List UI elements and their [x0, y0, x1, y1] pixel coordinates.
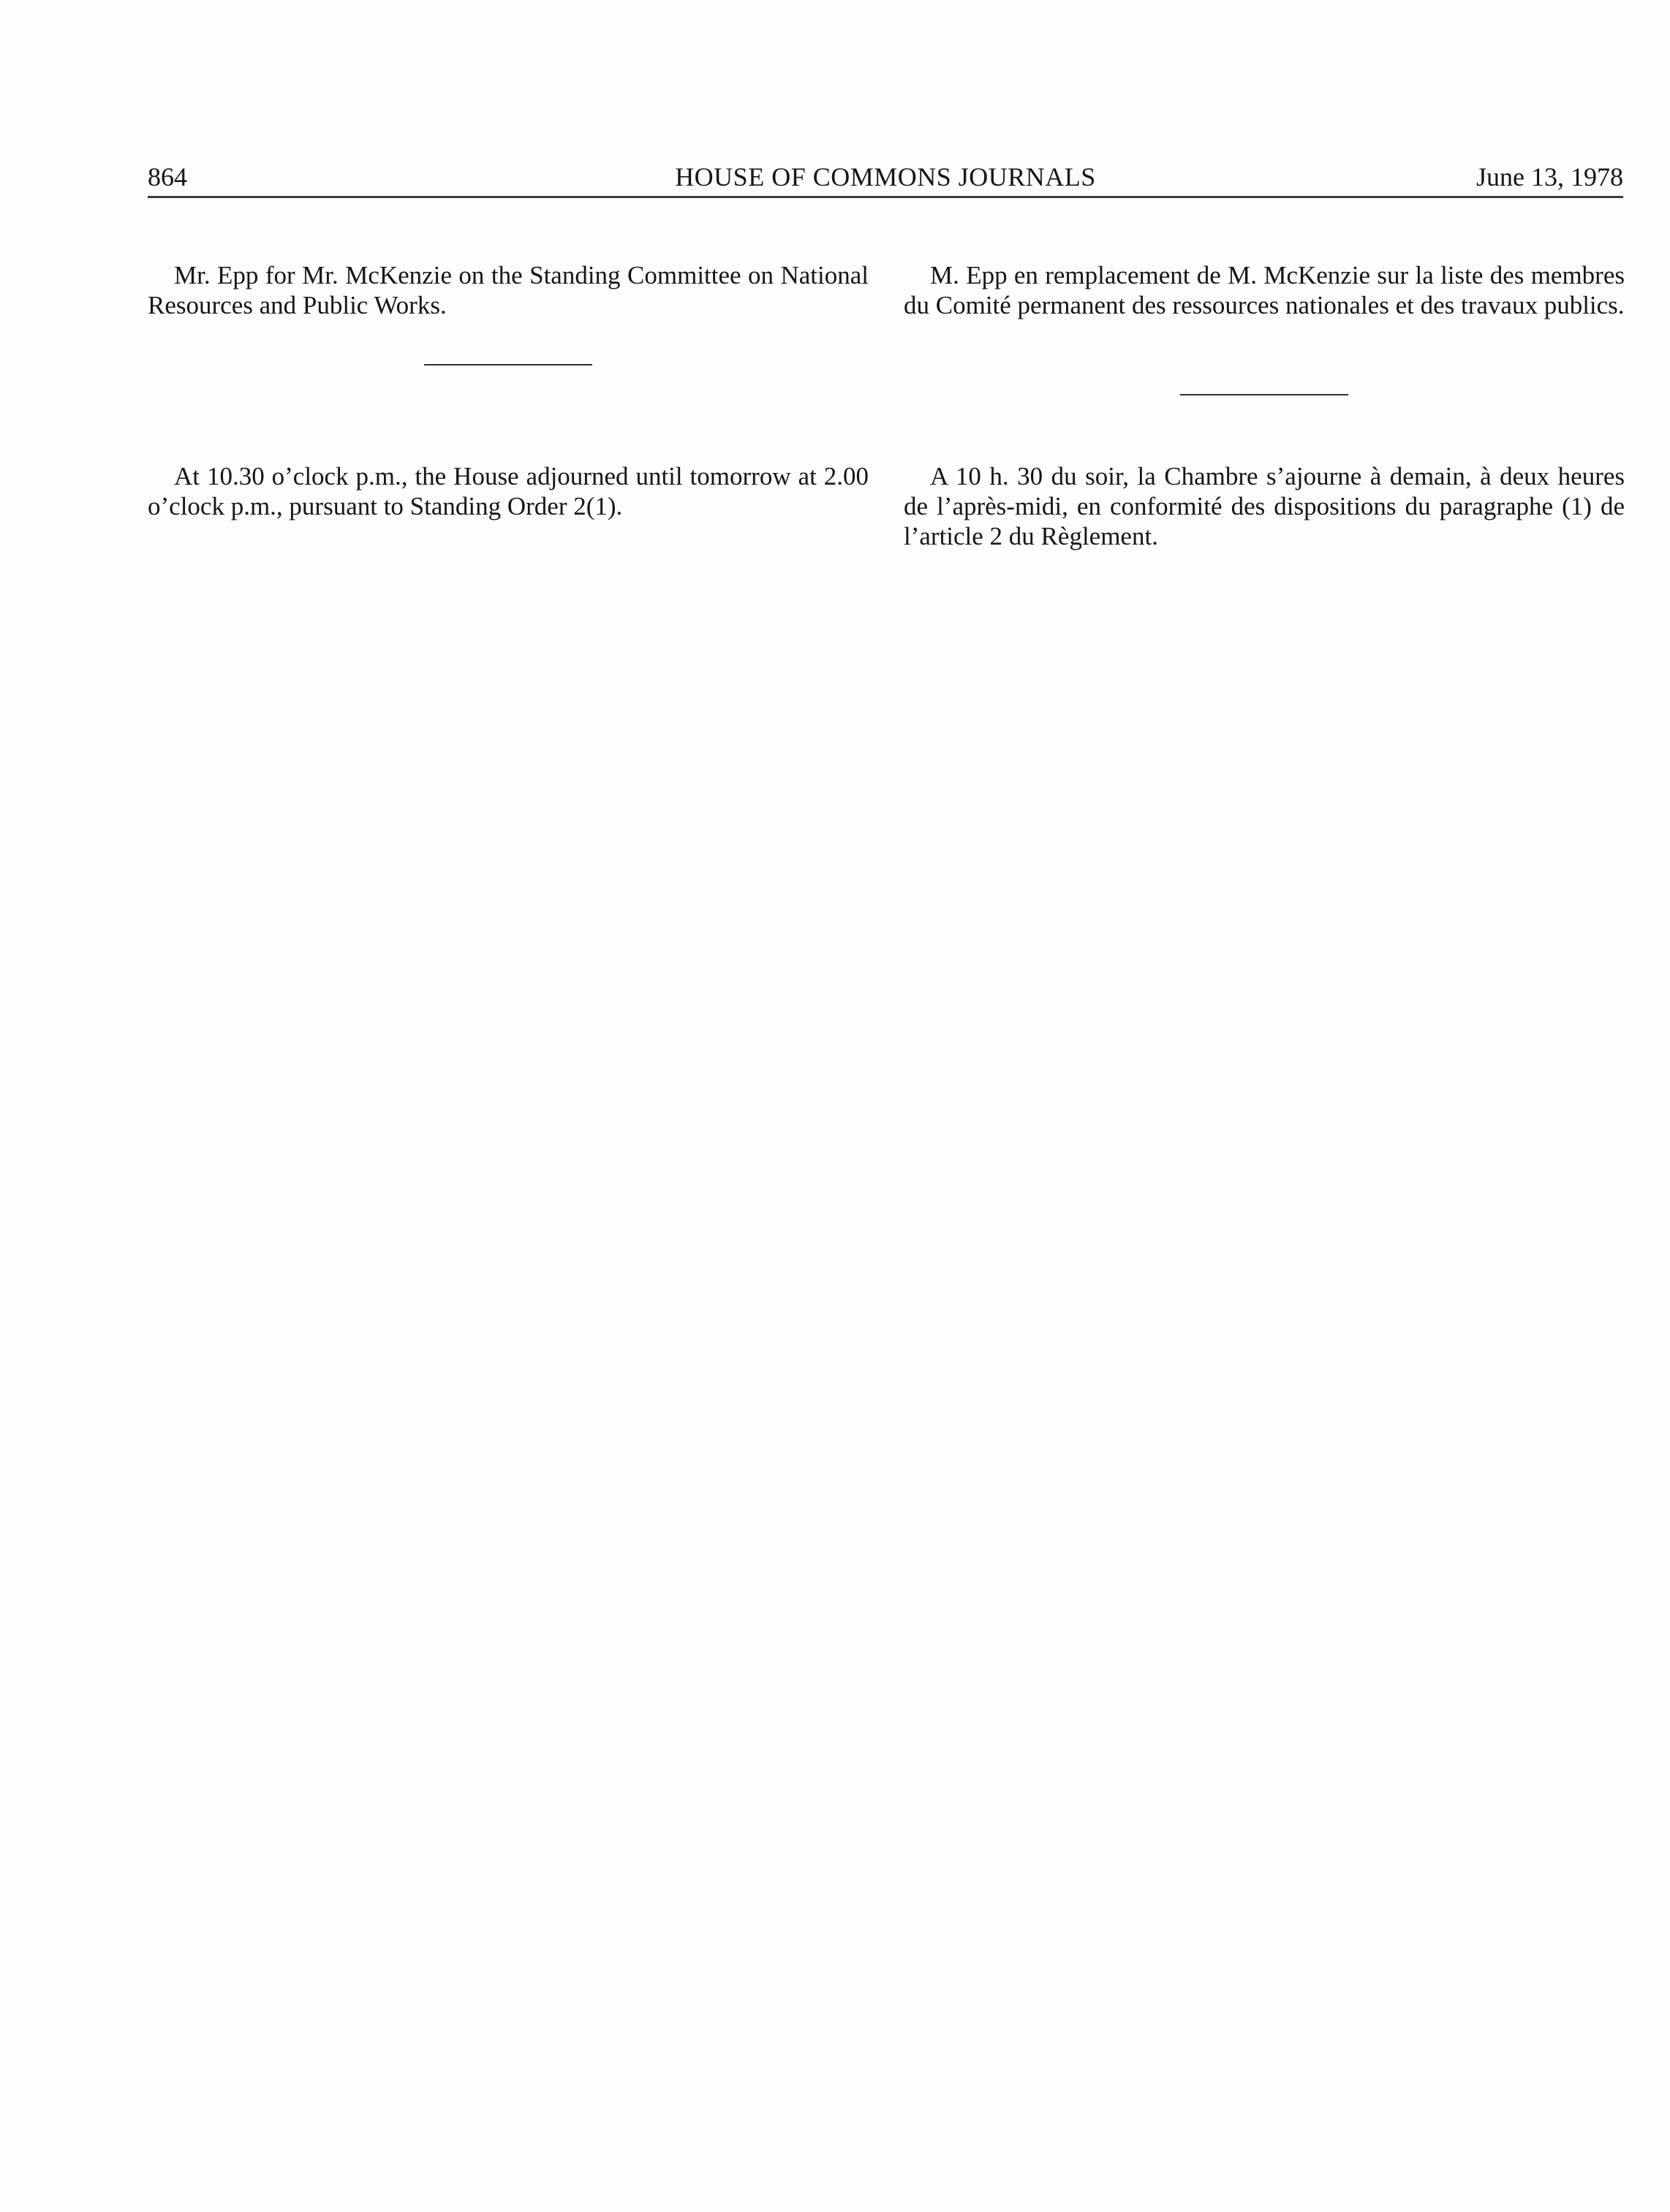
- running-head: [148, 158, 1623, 198]
- french-paragraph-adjournment: A 10 h. 30 du soir, la Chambre s’ajourne à demain, à deux heures de l’après-midi, en conformité des dispositions du paragraphe (1) de l’article 2 du Règlement.: [904, 462, 1625, 550]
- french-section-divider: [1180, 394, 1348, 395]
- page-number: 864: [148, 162, 187, 192]
- french-paragraph-committee-change: M. Epp en remplacement de M. McKenzie sur la liste des membres du Comité permanent des ressources nationales et des travaux publics.: [904, 261, 1625, 319]
- page-date: June 13, 1978: [1476, 162, 1623, 192]
- english-section-divider-wrap: [148, 320, 869, 461]
- french-section-divider-wrap: [904, 350, 1625, 461]
- english-paragraph-committee-change: Mr. Epp for Mr. McKenzie on the Standing Committee on National Resources and Public Works.: [148, 261, 869, 319]
- english-paragraph-adjournment: At 10.30 o’clock p.m., the House adjourned until tomorrow at 2.00 o’clock p.m., pursuant to Standing Order 2(1).: [148, 462, 869, 520]
- journal-title: HOUSE OF COMMONS JOURNALS: [675, 162, 1096, 192]
- english-section-divider: [424, 364, 592, 365]
- english-column: [148, 260, 869, 521]
- french-column: [904, 260, 1625, 551]
